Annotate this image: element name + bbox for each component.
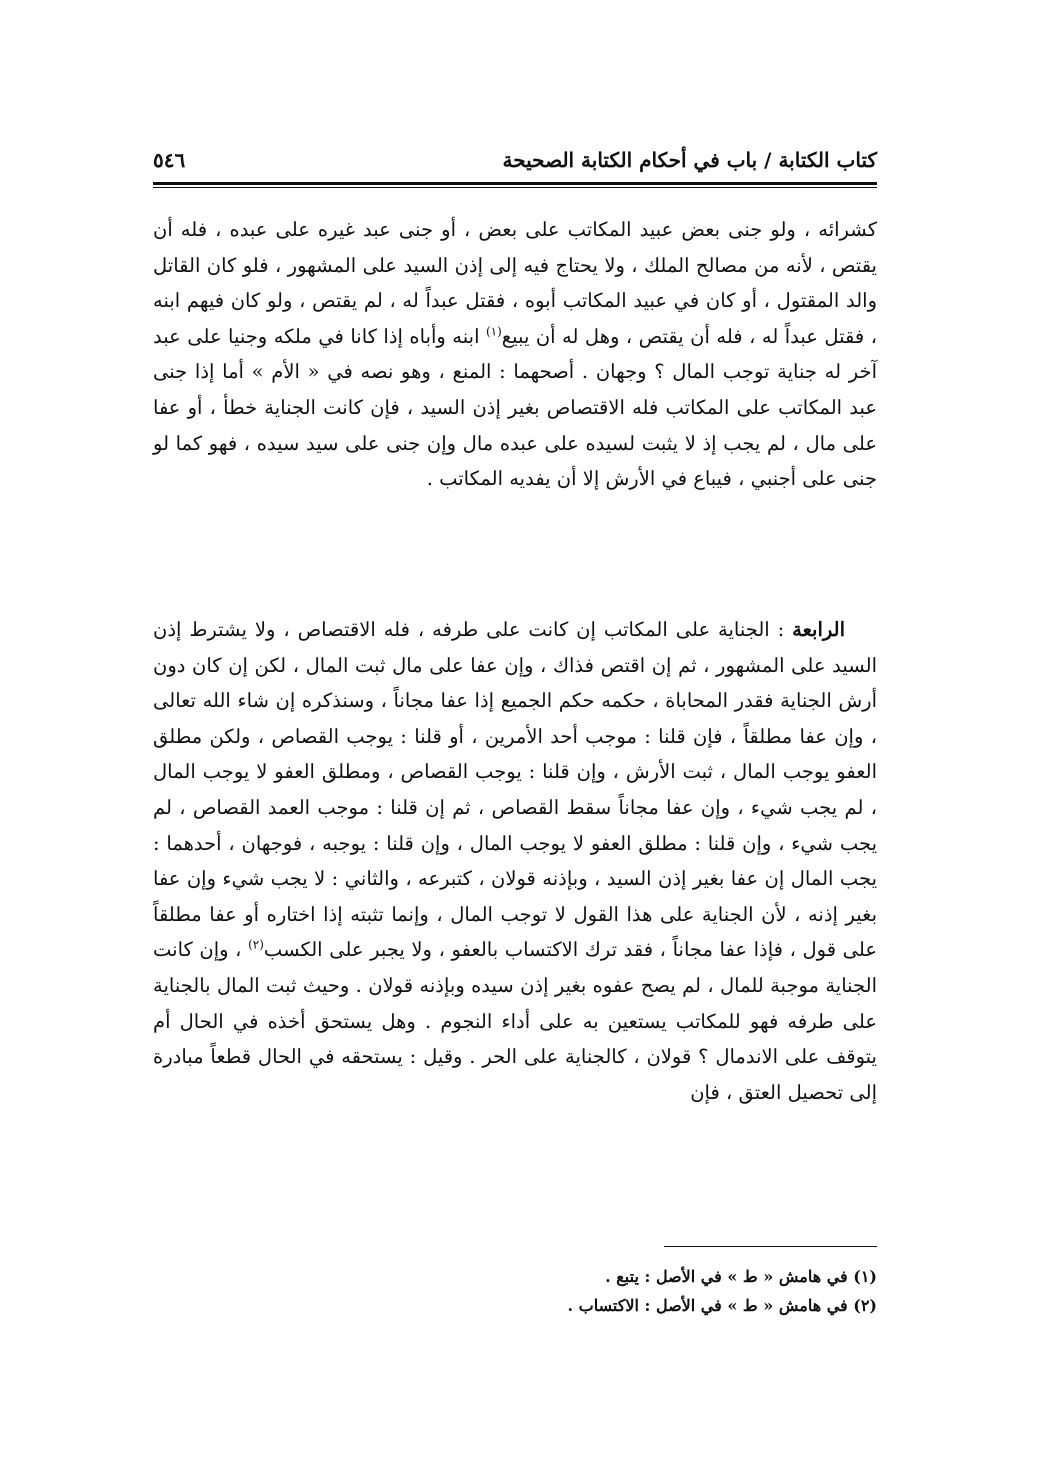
footnote-ref-2: (٢) xyxy=(248,937,264,952)
section-lead-word: الرابعة xyxy=(792,618,845,641)
paragraph-2-text-a: : الجناية على المكاتب إن كانت على طرفه ، فله الاقتصاص ، ولا يشترط إذن السيد على المشهور ، ثم إن اقتص فذاك ، وإن عفا على مال ثبت المال ، لكن إن كان دون أرش الجناية فقدر المحاباة ، حكمه حكم الجميع إذا عفا مجاناً ، وسنذكره إن شاء الله تعالى ، وإن عفا مطلقاً ، فإن قلنا : موجب أحد الأمرين ، أو قلنا : يوجب القصاص ، ولكن مطلق العفو يوجب المال ، ثبت الأرش ، وإن قلنا : يوجب القصاص ، ومطلق العفو لا يوجب المال ، لم يجب شيء ، وإن عفا مجاناً سقط القصاص ، ثم إن قلنا : موجب العمد القصاص ، لم يجب شيء ، وإن قلنا : مطلق العفو لا يوجب المال ، وإن قلنا : يوجبه ، فوجهان ، أحدهما : يجب المال إن عفا بغير إذن السيد ، وبإذنه قولان ، كتبرعه ، والثاني : لا يجب شيء وإن عفا بغير إذنه ، لأن الجناية على هذا القول لا توجب المال ، وإنما تثبته إذا اختاره أو عفا مطلقاً على قول ، فإذا عفا مجاناً ، فقد ترك الاكتساب بالعفو ، ولا يجبر على الكسب xyxy=(153,618,877,962)
paragraph-2 xyxy=(153,612,877,1110)
paragraph-1 xyxy=(153,212,877,497)
chapter-title: كتاب الكتابة / باب في أحكام الكتابة الصحيحة xyxy=(502,148,877,172)
running-header xyxy=(153,140,877,180)
footnote-separator xyxy=(664,1246,877,1247)
footnote-1: (١) في هامش « ط » في الأصل : يتبع . xyxy=(605,1267,877,1286)
footnotes xyxy=(153,1262,877,1320)
header-rule-thin xyxy=(153,187,877,188)
page-number: ٥٤٦ xyxy=(153,148,186,172)
paragraph-1-text-a: كشرائه ، ولو جنى بعض عبيد المكاتب على بعض ، أو جنى عبد غيره على عبده ، فله أن يقتص ، لأنه من مصالح الملك ، ولا يحتاج فيه إلى إذن السيد على المشهور ، فلو كان القاتل والد المقتول ، أو كان في عبيد المكاتب أبوه ، فقتل عبداً له ، لم يقتص ، ولو كان فيهم ابنه ، فقتل عبداً له ، فله أن يقتص ، وهل له أن يبيع xyxy=(153,218,877,348)
footnote-ref-1: (١) xyxy=(485,324,502,339)
header-rule xyxy=(153,182,877,185)
paragraph-2-text-b: ، وإن كانت الجناية موجبة للمال ، لم يصح عفوه بغير إذن سيده وبإذنه قولان . وحيث ثبت المال بالجناية على طرفه فهو للمكاتب يستعين به على أداء النجوم . وهل يستحق أخذه في الحال أم يتوقف على الاندمال ؟ قولان ، كالجناية على الحر . وقيل : يستحقه في الحال قطعاً مبادرة إلى تحصيل العتق ، فإن xyxy=(153,938,877,1104)
paragraph-2-body xyxy=(153,612,877,1110)
footnote-2: (٢) في هامش « ط » في الأصل : الاكتساب . xyxy=(567,1296,877,1315)
paragraph-1-text-b: ابنه وأباه إذا كانا في ملكه وجنيا على عبد آخر له جناية توجب المال ؟ وجهان . أصحهما : المنع ، وهو نصه في « الأم » أما إذا جنى عبد المكاتب على المكاتب فله الاقتصاص بغير إذن السيد ، فإن كانت الجناية خطأ ، أو عفا على مال ، لم يجب إذ لا يثبت لسيده على عبده مال وإن جنى على سيد سيده ، فهو كما لو جنى على أجنبي ، فيباع في الأرش إلا أن يفديه المكاتب . xyxy=(153,324,877,491)
